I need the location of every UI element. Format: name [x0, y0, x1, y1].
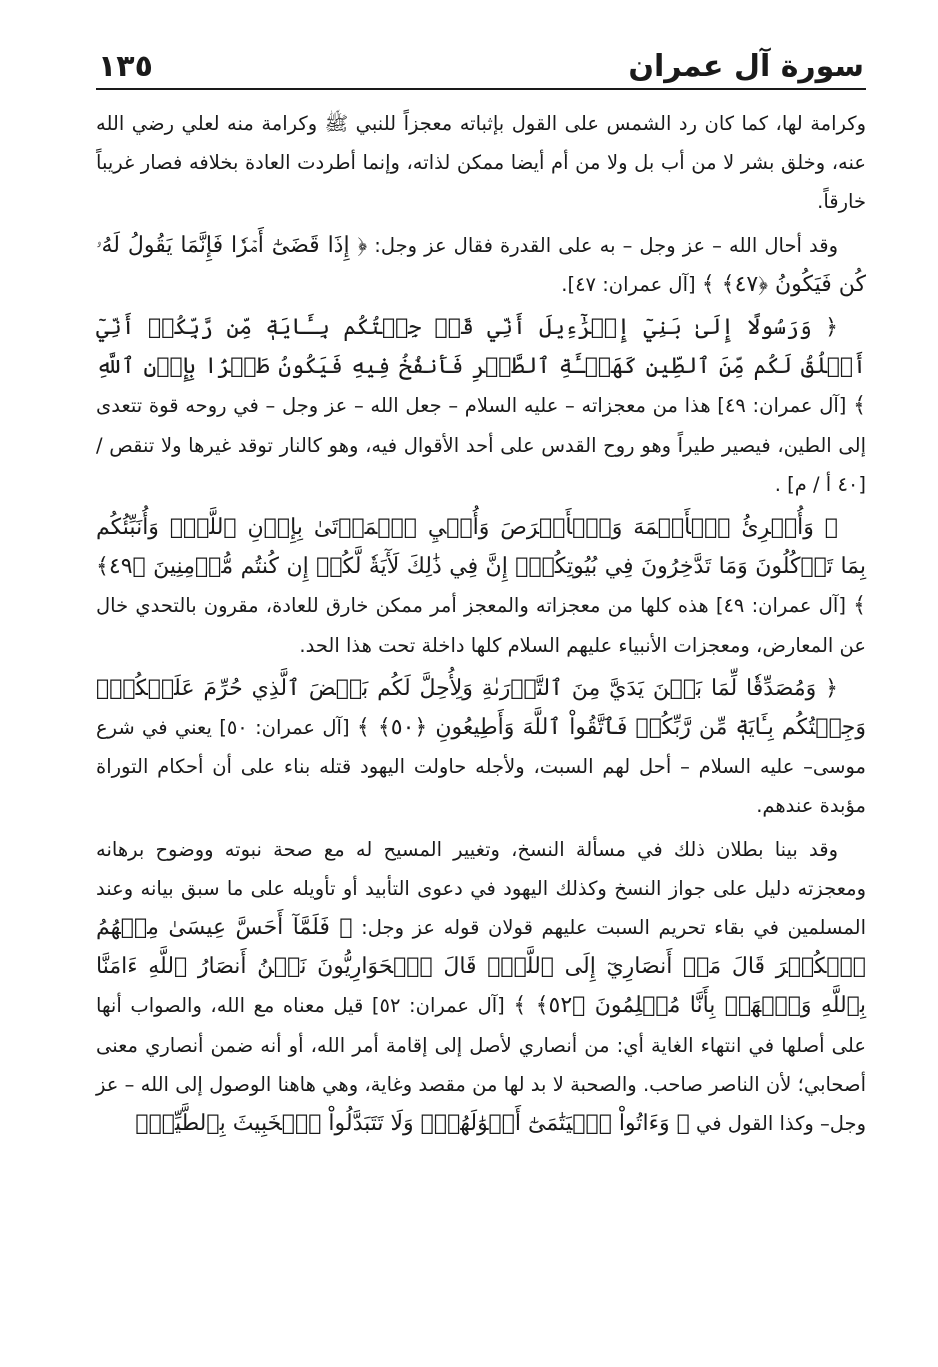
commentary-text: وكرامة لها، كما كان رد الشمس على القول بإثباته معجزاً للنبي ﷺ وكرامة منه لعلي رضي الله عنه، وخلق بشر لا من أب بل ولا من أم أيضا ممكن لذاته، وإنما أطردت العادة بخلافه فصار غريباً خارقاً.: [96, 112, 866, 214]
paragraph: [96, 104, 866, 222]
commentary-text: [آل عمران: ٥٢] قيل معناه مع الله، والصواب أنها على أصلها في انتهاء الغاية أي: من أنصاري لأصل إلى إقامة أمر الله، أو أنه ضمن أنصاري معنى أصحابي؛ لأن الناصر صاحب. والصحبة لا بد لها من مقصد وغاية، وهي هاهنا الوصول إلى الله – عز وجل– وكذا القول في: [96, 994, 866, 1136]
quran-verse: ﴿ وَمُصَدِّقٗا لِّمَا بَيۡنَ يَدَيَّ مِنَ ٱلتَّوۡرَىٰةِ وَلِأُحِلَّ لَكُم بَعۡضَ ٱلَّذِي حُرِّمَ عَلَيۡكُمۡۚ وَجِئۡتُكُم بِـَٔايَةٖ مِّن رَّبِّكُمۡ فَٱتَّقُواْ ٱللَّهَ وَأَطِيعُونِ ﴿٥٠﴾ ﴾: [96, 675, 866, 741]
paragraph: [96, 308, 866, 504]
paragraph: [96, 669, 866, 826]
quran-verse: ﴿ إِذَا قَضَىٰٓ أَمۡرٗا فَإِنَّمَا يَقُولُ لَهُۥ كُن فَيَكُونُ ﴿٤٧﴾ ﴾: [96, 232, 866, 297]
book-page: [96, 38, 866, 1338]
paragraph: [96, 830, 866, 1144]
quran-verse: ﴿ وَرَسُولًا إِلَىٰ بَنِيٓ إِسۡرَٰٓءِيلَ أَنِّي قَدۡ جِئۡتُكُم بِـَٔايَةٖ مِّن رَّبِّكُمۡ أَنِّيٓ أَخۡلُقُ لَكُم مِّنَ ٱلطِّينِ كَهَيۡـَٔةِ ٱلطَّيۡرِ فَأَنفُخُ فِيهِ فَيَكُونُ طَيۡرَۢا بِإِذۡنِ ٱللَّهِ ﴾: [96, 315, 867, 419]
quran-verse: ﴿ فَلَمَّآ أَحَسَّ عِيسَىٰ مِنۡهُمُ ٱلۡكُفۡرَ قَالَ مَنۡ أَنصَارِيٓ إِلَى ٱللَّهِۖ قَالَ ٱلۡحَوَارِيُّونَ نَحۡنُ أَنصَارُ ٱللَّهِ ءَامَنَّا بِٱللَّهِ وَٱشۡهَدۡ بِأَنَّا مُسۡلِمُونَ ﴿٥٢﴾ ﴾: [96, 915, 867, 1019]
page-body: [96, 104, 866, 1143]
commentary-text: [آل عمران: ٥٠] يعني في شرع موسى– عليه السلام – أحل لهم السبت، ولأجله حاولت اليهود قتله بناء على أن أحكام التوراة مؤبدة عندهم.: [96, 716, 866, 818]
commentary-text: [آل عمران: ٤٧].: [561, 272, 702, 296]
paragraph: [96, 226, 866, 304]
paragraph: [96, 508, 866, 665]
commentary-text: وقد بينا بطلان ذلك في مسألة النسخ، وتغيير المسيح له مع صحة نبوته ووضوح برهانه ومعجزته دليل على جواز النسخ وكذلك اليهود في دعوى التأبيد أو تأويله على ما سبق بيانه وعند المسلمين في بقاء تحريم السبت عليهم قولان قوله عز وجل:: [96, 837, 866, 940]
running-header: [96, 38, 866, 90]
quran-verse: ﴿ وَأُبۡرِئُ ٱلۡأَكۡمَهَ وَٱلۡأَبۡرَصَ وَأُحۡيِ ٱلۡمَوۡتَىٰ بِإِذۡنِ ٱللَّهِۖ وَأُنَبِّئُكُم بِمَا تَأۡكُلُونَ وَمَا تَدَّخِرُونَ فِي بُيُوتِكُمۡۚ إِنَّ فِي ذَٰلِكَ لَأٓيَةٗ لَّكُمۡ إِن كُنتُم مُّؤۡمِنِينَ ﴿٤٩﴾ ﴾: [96, 515, 867, 619]
quran-verse: ﴿ وَءَاتُواْ ٱلۡيَتَٰمَىٰٓ أَمۡوَٰلَهُمۡۖ وَلَا تَتَبَدَّلُواْ ٱلۡخَبِيثَ بِٱلطَّيِّبِۖ: [135, 1111, 690, 1137]
page-number: ١٣٥: [98, 49, 153, 84]
commentary-text: وقد أحال الله – عز وجل – به على القدرة فقال عز وجل:: [367, 233, 838, 257]
commentary-text: [آل عمران: ٤٩] هذا من معجزاته – عليه السلام – جعل الله – عز وجل – في روحه قوة تتعدى إلى الطين، فيصير طيراً وهو روح القدس على أحد الأقوال فيه، وهو كالنار توقد غيرها ولا تنقص / [٤٠ أ / م] .: [96, 394, 866, 496]
surah-title: سورة آل عمران: [628, 49, 864, 84]
commentary-text: [آل عمران: ٤٩] هذه كلها من معجزاته والمعجز أمر ممكن خارق للعادة، مقرون بالتحدي خال عن المعارض، ومعجزات الأنبياء عليهم السلام كلها داخلة تحت هذا الحد.: [96, 594, 866, 657]
